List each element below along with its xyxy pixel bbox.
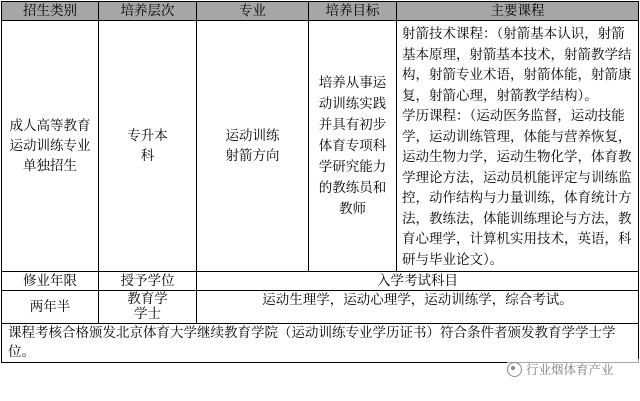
- sub-header-row: [2, 272, 639, 291]
- header-goal: 培养目标: [309, 2, 397, 21]
- header-row: [2, 2, 639, 21]
- info-row: [2, 291, 639, 324]
- archery-courses-list: （射箭基本认识，射箭基本原理，射箭基本技术，射箭教学结构，射箭专业术语，射箭体能，射箭康复，射箭心理，射箭教学结构）。: [402, 26, 632, 104]
- academic-courses-title: 学历课程：: [402, 108, 470, 124]
- header-major: 专业: [197, 2, 309, 21]
- program-row: [2, 21, 639, 272]
- watermark: [507, 359, 639, 379]
- cell-degree: 教育学学士: [99, 291, 197, 324]
- cell-category: 成人高等教育运动训练专业单独招生: [2, 21, 99, 272]
- sub-header-duration: 修业年限: [2, 272, 99, 291]
- sub-header-exam: 入学考试科目: [197, 272, 639, 291]
- watermark-text: 行业烟体育产业: [526, 362, 614, 377]
- header-category: 招生类别: [2, 2, 99, 21]
- cell-goal: 培养从事运动训练实践并具有初步体育专项科学研究能力的教练员和教师: [309, 21, 397, 272]
- program-table: [1, 1, 639, 363]
- footer-note: 课程考核合格颁发北京体育大学继续教育学院（运动训练专业学历证书）符合条件者颁发教育学学士学位。: [2, 324, 639, 363]
- wechat-icon: [507, 362, 522, 377]
- cell-major: 运动训练射箭方向: [197, 21, 309, 272]
- academic-courses-list: （运动医务监督，运动技能学，运动训练管理，体能与营养恢复，运动生物力学，运动生物化学，体育教学理论方法，运动员机能评定与训练监控，动作结构与力量训练，体育统计方法，教练法，体能训练理论与方法，教育心理学，计算机实用技术，英语，科研与毕业论文）。: [402, 108, 632, 268]
- footer-row: [2, 324, 639, 363]
- cell-duration: 两年半: [2, 291, 99, 324]
- sub-header-degree: 授予学位: [99, 272, 197, 291]
- cell-level: 专升本科: [99, 21, 197, 272]
- cell-courses: [397, 21, 639, 272]
- cell-exam: 运动生理学，运动心理学，运动训练学，综合考试。: [197, 291, 639, 324]
- header-level: 培养层次: [99, 2, 197, 21]
- header-courses: 主要课程: [397, 2, 639, 21]
- archery-courses-title: 射箭技术课程：: [402, 26, 497, 42]
